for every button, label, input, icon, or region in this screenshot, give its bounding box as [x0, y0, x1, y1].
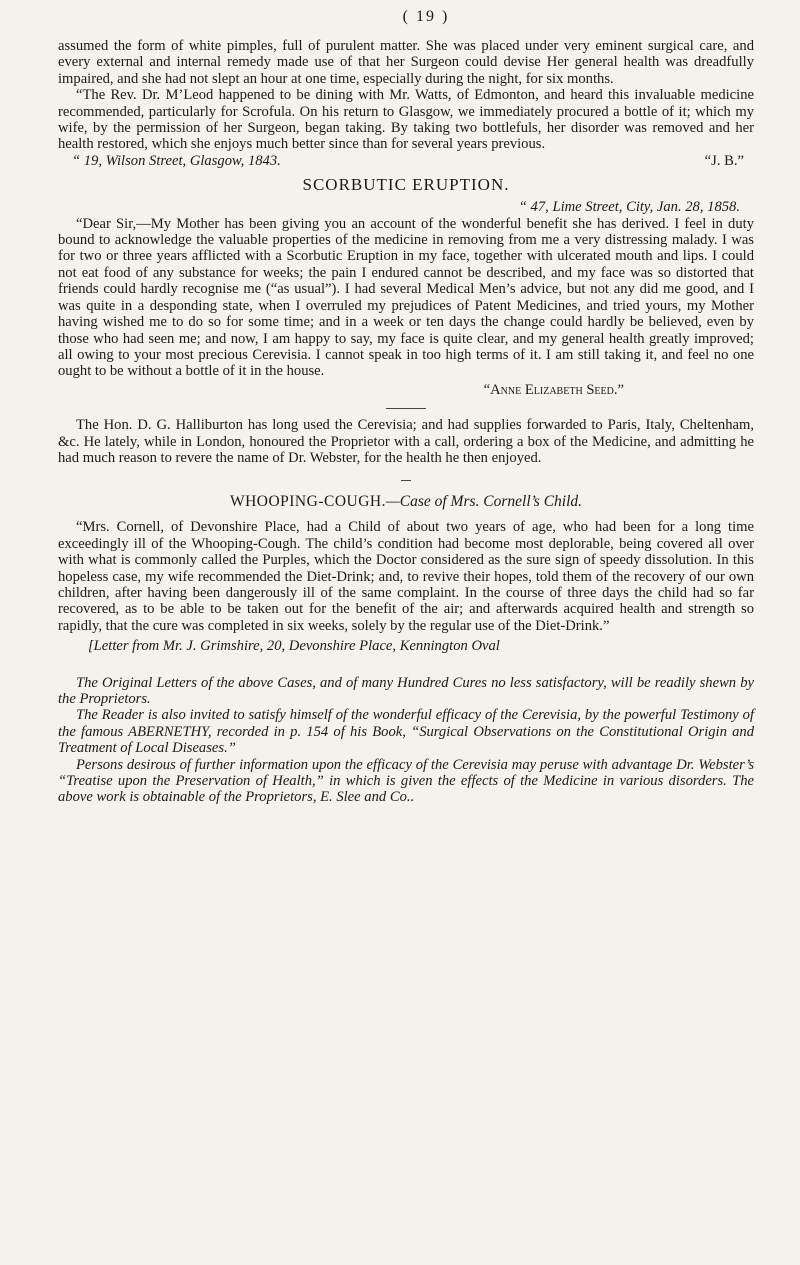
page-number: ( 19 ) — [402, 8, 450, 25]
paragraph-abernethy: The Reader is also invited to satisfy himself of the wonderful efficacy of the Cerevisia, by the powerful Testimony of the famous ABERNETHY, recorded in p. 154 of his Book, “Surgical Observations on the Constitutional Origin and Treatment of Local Diseases.” — [58, 707, 754, 757]
heading-scorbutic-eruption: SCORBUTIC ERUPTION. — [302, 175, 510, 195]
address-line-glasgow — [58, 153, 754, 169]
paragraph-halliburton: The Hon. D. G. Halliburton has long used the Cerevisia; and had supplies forwarded to Paris, Italy, Cheltenham, &c. He lately, while in London, honoured the Proprietor with a call, ordering a box of the Medicine, and admitting he had much reason to revere the name of Dr. Webster, for the health he then enjoyed. — [58, 417, 754, 466]
heading-whooping-cough-subtitle: —Case of Mrs. Cornell’s Child. — [385, 493, 583, 511]
paragraph-mleod-account: “The Rev. Dr. M’Leod happened to be dining with Mr. Watts, of Edmonton, and heard this invaluable medicine recommended, particularly for Scrofula. On his return to Glasgow, we immediately procured a bottle of it; which my wife, by the permission of her Surgeon, began taking. By taking two bottlefuls, her disorder was removed and her health restored, which she enjoys much better since than for several years previous. — [58, 87, 754, 153]
dateline-lime-street: “ 47, Lime Street, City, Jan. 28, 1858. — [518, 199, 740, 216]
paragraph-case-end: assumed the form of white pimples, full of purulent matter. She was placed under very eminent surgical care, and every external and internal remedy made use of that her Surgeon could devise Her general health was dreadfully impaired, and she had not slept an hour at one time, especially during the night, for six months. — [58, 38, 754, 87]
address-text: “ 19, Wilson Street, Glasgow, 1843. — [72, 152, 281, 169]
paragraph-cornell-case: “Mrs. Cornell, of Devonshire Place, had a Child of about two years of age, who had been for a long time exceedingly ill of the Whooping-Cough. The child’s condition had become most deplorable, being covered all over with what is commonly called the Purples, which the Doctor considered as the sure sign of speedy dissolution. In this hopeless case, my wife recommended the Diet-Drink; and, to revive their hopes, told them of the recovery of our own children, after having been dangerously ill of the same complaint. In the course of three days the child had so far recovered, as to be able to be taken out for the benefit of the air; and afterwards acquired health and strength so rapidly, that the cure was completed in six weeks, solely by the regular use of the Diet-Drink.” — [58, 519, 754, 634]
heading-whooping-cough-title: WHOOPING-COUGH. — [229, 493, 386, 511]
paragraph-further-information: Persons desirous of further information upon the efficacy of the Cerevisia may peruse with advantage Dr. Webster’s “Treatise upon the Preservation of Health,” in which is given the effects of the Medicine in various disorders. The above work is obtainable of the Proprietors, E. Slee and Co.. — [58, 756, 754, 806]
paragraph-original-letters: The Original Letters of the above Cases, and of many Hundred Cures no less satisfactory, will be readily shewn by the Proprietors. — [58, 674, 754, 707]
signature-initials: “J. B.” — [704, 152, 744, 169]
signature-anne-seed: “Anne Elizabeth Seed.” — [483, 381, 624, 398]
section-divider — [386, 408, 426, 409]
letter-reference-grimshire: [Letter from Mr. J. Grimshire, 20, Devonshire Place, Kennington Oval — [88, 638, 500, 655]
paragraph-seed-letter: “Dear Sir,—My Mother has been giving you an account of the wonderful benefit she has derived. I feel in duty bound to acknowledge the valuable properties of the medicine in removing from me a very distressing malady. I was for two or three years afflicted with a Scorbutic Eruption in my face, together with ulcerated mouth and lips. I could not eat food of any substance for weeks; the pain I endured cannot be described, and my face was so distorted that friends could hardly recognise me (“as usual”). I had several Medical Men’s advice, but not any did me good, and I was quite in a desponding state, when I overruled my prejudices of Patent Medicines, and tried yours, my Mother having wished me to do so for some time; and in a week or ten days the change could hardly be believed, even by those who had seen me; and now, I am happy to say, my face is quite clear, and my general health greatly improved; all owing to your most precious Cerevisia. I cannot speak in too high terms of it. I am still taking it, and feel no one ought to be without a bottle of it in the house. — [58, 215, 754, 380]
spacer — [58, 655, 754, 675]
section-divider-short — [401, 480, 411, 481]
heading-whooping-cough — [58, 493, 754, 511]
